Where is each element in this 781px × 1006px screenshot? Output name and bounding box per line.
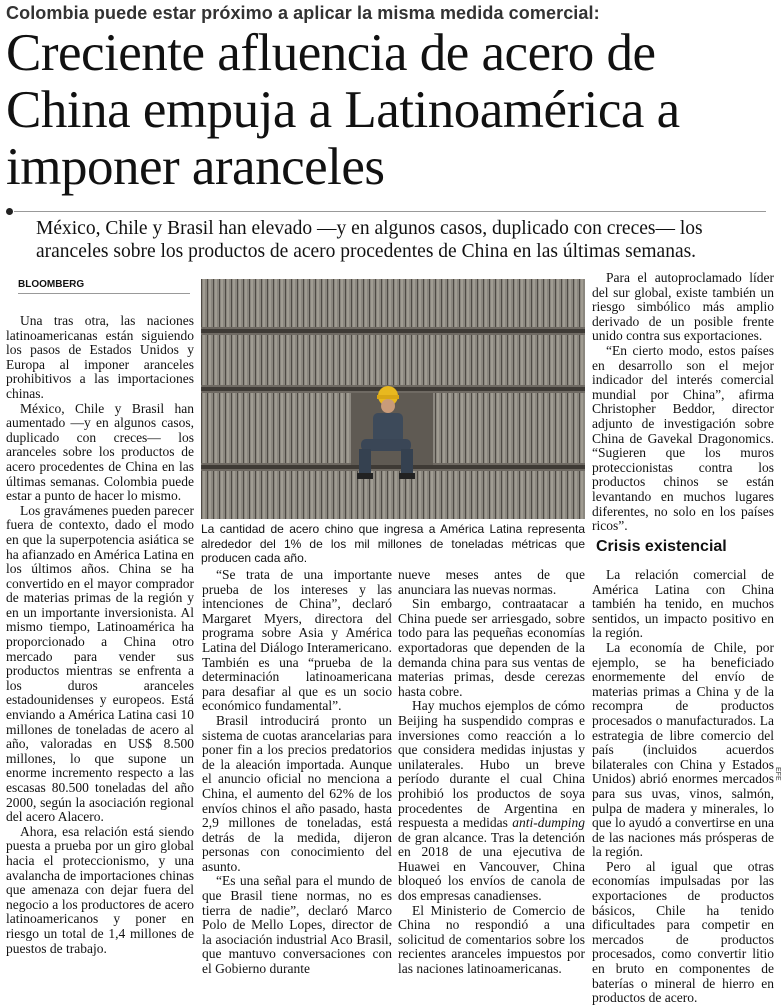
- photo-credit: EFE: [774, 767, 781, 781]
- paragraph-text: de gran alcance. Tras la detención en 2018 de una ejecutiva de Huawei en Vancouver, China bloqueó los envíos de canola de dos empresas canadienses.: [398, 829, 585, 904]
- divider: [18, 293, 190, 294]
- paragraph: La relación comercial de América Latina con China también ha tenido, en muchos sentidos, un impacto positivo en la región.: [592, 567, 774, 641]
- column-2: [202, 568, 392, 977]
- photo-caption: La cantidad de acero chino que ingresa a América Latina representa alrededor del 1% de los mil millones de toneladas métricas que producen cada año.: [201, 522, 585, 566]
- paragraph: “Se trata de una importante prueba de los intereses y las intenciones de China”, declaró Margaret Myers, directora del programa sobre Asia y América Latina del Diálogo Interamericano. También es una “prueba de la determinación latinoamericana para desafiar al que es un socio económico fundamental”.: [202, 567, 392, 714]
- paragraph: Los gravámenes pueden parecer fuera de contexto, dado el modo en que la superpotencia asiática se ha afianzado en América Latina en los últimos años. China se ha convertido en el mayor comprador de materias primas de la región y en un importante inversionista. Al mismo tiempo, Latinoamérica ha proporcionado a China otro mercado para vender sus productos mientras se enfrenta a los duros aranceles estadounidenses y europeos. Está enviando a América Latina casi 10 millones de toneladas de acero al año, valoradas en US$ 8.500 millones, lo que supone un enorme incremento respecto a las escasas 80.500 toneladas del año 2000, según la asociación regional del acero Alacero.: [6, 502, 194, 825]
- column-4: [592, 271, 774, 534]
- divider: [14, 211, 766, 212]
- paragraph: “En cierto modo, estos países en desarrollo son el mejor indicador del interés comercial mundial por China”, afirma Christopher Beddor, director adjunto de investigación sobre China de Gavekal Dragonomics. “Sugieren que los muros proteccionistas contra los productos chinos se están levantando en muchos lugares diferentes, no solo en los países ricos”.: [592, 342, 774, 534]
- paragraph: Ahora, esa relación está siendo puesta a prueba por un giro global hacia el proteccionismo, y una avalancha de importaciones chinas que amenaza con dejar fuera del negocio a los productores de acero latinoamericanos y poner en riesgo un total de 1,4 millones de puestos de trabajo.: [6, 823, 194, 956]
- paragraph: Brasil introducirá pronto un sistema de cuotas arancelarias para poner fin a los precios predatorios de la aleación importada. Aunque el anuncio oficial no menciona a China, el aumento del 62% de los envíos chinos el año pasado, hasta 2,9 millones de toneladas, está detrás de la medida, dijeron personas con conocimiento del asunto.: [202, 712, 392, 874]
- bullet-dot: [6, 208, 13, 215]
- column-1: [6, 314, 194, 956]
- paragraph: Sin embargo, contraatacar a China puede ser arriesgado, sobre todo para las pequeñas economías exportadoras que dependen de la demanda china para sus ventas de materias primas, desde cerezas hasta cobre.: [398, 596, 585, 699]
- deck: México, Chile y Brasil han elevado —y en algunos casos, duplicado con creces— los aranceles sobre los productos de acero procedentes de China en las últimas semanas.: [36, 218, 703, 262]
- paragraph: México, Chile y Brasil han aumentado —y en algunos casos, duplicado con creces— los aranceles sobre los productos de acero procedentes de China en las últimas semanas. Colombia puede estar a punto de hacer lo mismo.: [6, 400, 194, 504]
- paragraph: nueve meses antes de que anunciara las nuevas normas.: [398, 567, 585, 597]
- column-4-lower: [592, 568, 774, 1006]
- paragraph: El Ministerio de Comercio de China no respondió a una solicitud de comentarios sobre los recientes aranceles impuestos por las naciones latinoamericanas.: [398, 902, 585, 977]
- column-3: [398, 568, 585, 977]
- headline: Creciente afluencia de acero de China empuja a Latinoamérica a imponer aranceles: [6, 24, 680, 196]
- italic-term: anti-dumping: [512, 815, 585, 831]
- subheading: Crisis existencial: [596, 538, 727, 555]
- kicker: Colombia puede estar próximo a aplicar la misma medida comercial:: [6, 3, 600, 23]
- paragraph: Una tras otra, las naciones latinoamericanas están siguiendo los pasos de Estados Unidos y Europa al imponer aranceles prohibitivos a las importaciones chinas.: [6, 313, 194, 401]
- paragraph: La economía de Chile, por ejemplo, se ha beneficiado enormemente del envío de materias primas a China y de la recompra de productos procesados o manufacturados. La estrategia de libre comercio del país (incluidos acuerdos bilaterales con China y Estados Unidos) abrió enormes mercados para sus uvas, vinos, salmón, pulpa de madera y minerales, lo que lo ayudó a convertirse en una de las naciones más prósperas de la región.: [592, 639, 774, 860]
- paragraph: [398, 699, 585, 903]
- paragraph: “Es una señal para el mundo de que Brasil tiene normas, no es tierra de nadie”, declaró Marco Polo de Mello Lopes, director de la asociación industrial Aco Brasil, que mantuvo conversaciones con el Gobierno durante: [202, 873, 392, 977]
- paragraph: Pero al igual que otras economías impulsadas por las exportaciones de productos básicos, Chile ha tenido dificultades para competir en mercados de productos procesados, como convertir litio en bruto en componentes de baterías o mineral de hierro en productos de acero.: [592, 858, 774, 1006]
- photo-illustration: [201, 279, 585, 519]
- source-label: BLOOMBERG: [18, 279, 85, 290]
- paragraph: Para el autoproclamado líder del sur global, existe también un riesgo simbólico más amplio derivado de un posible frente unido contra sus exportaciones.: [592, 270, 774, 344]
- paragraph-text: Hay muchos ejemplos de cómo Beijing ha suspendido compras e inversiones como reacción a lo que considera medidas injustas y unilaterales. Hubo un breve período durante el cual China prohibió los productos de soya procedentes de Argentina en respuesta a medidas: [398, 698, 585, 831]
